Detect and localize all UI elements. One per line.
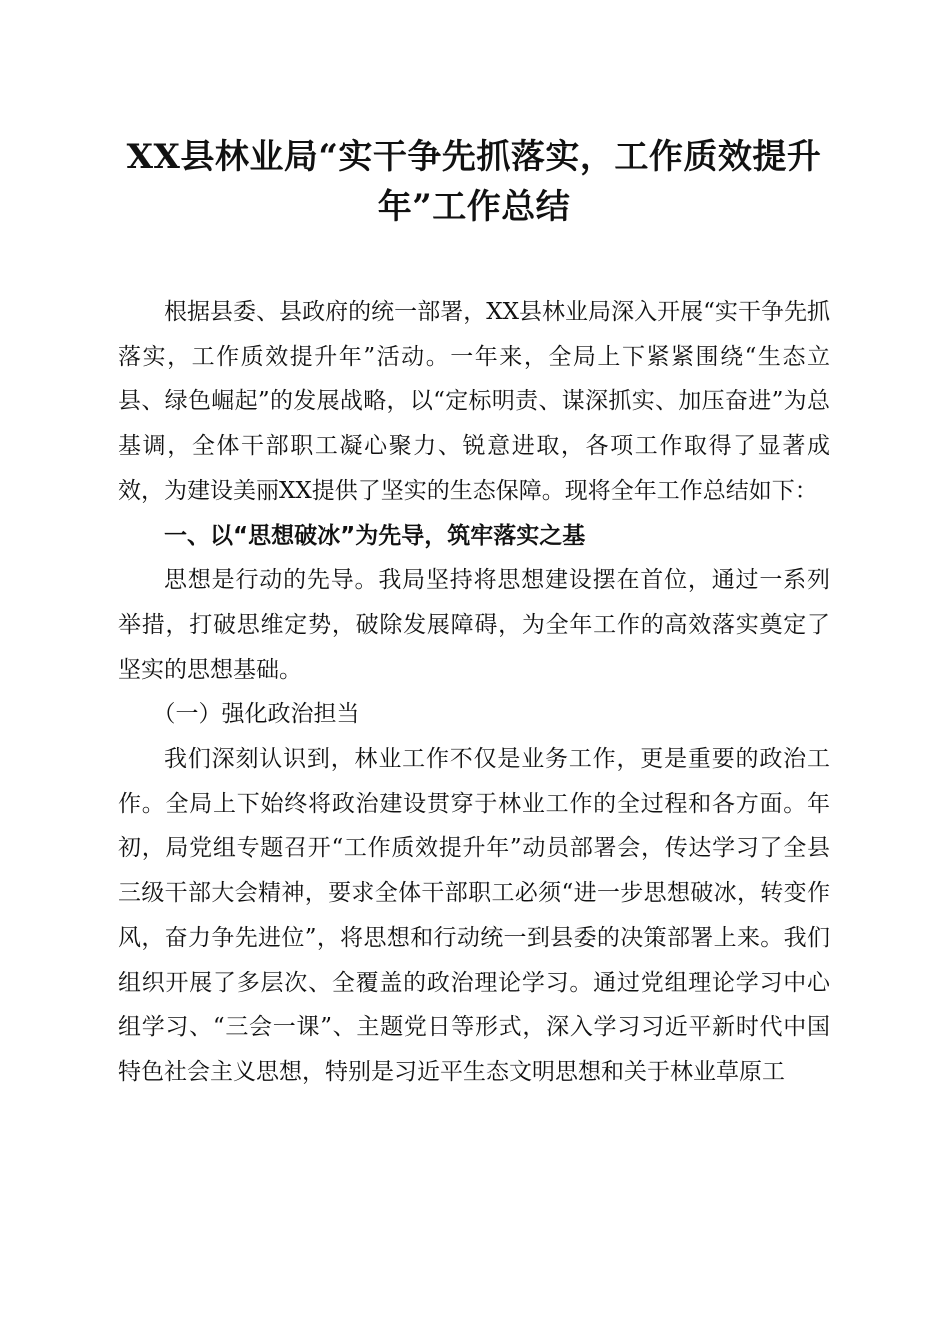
document-title: XX县林业局“实干争先抓落实，工作质效提升年”工作总结 — [126, 137, 822, 227]
document-page — [118, 132, 830, 1095]
subsection-1-paragraph: 我们深刻认识到，林业工作不仅是业务工作，更是重要的政治工作。全局上下始终将政治建设贯穿于林业工作的全过程和各方面。年初，局党组专题召开“工作质效提升年”动员部署会，传达学习了全县三级干部大会精神，要求全体干部职工必须“进一步思想破冰，转变作风，奋力争先进位”，将思想和行动统一到县委的决策部署上来。我们组织开展了多层次、全覆盖的政治理论学习。通过党组理论学习中心组学习、“三会一课”、主题党日等形式，深入学习习近平新时代中国特色社会主义思想，特别是习近平生态文明思想和关于林业草原工 — [118, 746, 830, 1085]
subsection-1-heading: （一）强化政治担当 — [152, 701, 360, 728]
section-1-paragraph: 思想是行动的先导。我局坚持将思想建设摆在首位，通过一系列举措，打破思维定势，破除发展障碍，为全年工作的高效落实奠定了坚实的思想基础。 — [118, 567, 830, 683]
intro-paragraph: 根据县委、县政府的统一部署，XX县林业局深入开展“实干争先抓落实，工作质效提升年”活动。一年来，全局上下紧紧围绕“生态立县、绿色崛起”的发展战略，以“定标明责、谋深抓实、加压奋进”为总基调，全体干部职工凝心聚力、锐意进取，各项工作取得了显著成效，为建设美丽XX提供了坚实的生态保障。现将全年工作总结如下： — [118, 299, 830, 504]
section-1-heading: 一、以“思想破冰”为先导，筑牢落实之基 — [164, 522, 586, 549]
